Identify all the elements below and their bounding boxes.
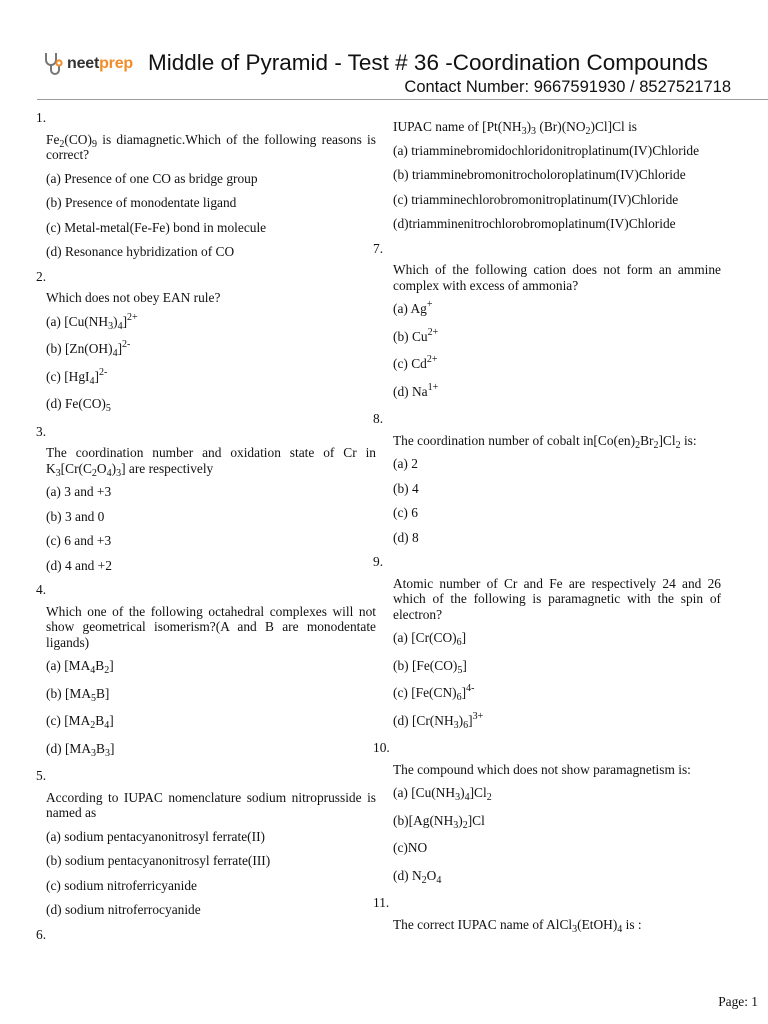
question-10 — [373, 740, 721, 886]
question-3 — [36, 424, 376, 574]
contact-number: Contact Number: 9667591930 / 8527521718 — [404, 78, 731, 96]
question-number: 8. — [373, 411, 384, 426]
question-text: IUPAC name of [$Pt(NH_3)_3$ $(Br)(NO_2)Cl]Cl$ is — [393, 119, 638, 137]
option-b[interactable]: (b) 3 and 0 — [46, 508, 105, 524]
option-a[interactable]: (a) $[MA_4B_2]$ — [46, 658, 114, 676]
option-d[interactable]: (d) Resonance hybridization of CO — [46, 244, 235, 259]
question-text: Atomic number of Cr and Fe are respectively 24 and 26 which of the following is paramagnetic with the spin of electron? — [393, 575, 721, 622]
option-c[interactable]: (c) 6 — [393, 505, 418, 520]
option-d[interactable]: (d) $[Cr(NH_3)_6]^{3+}$ — [393, 710, 484, 731]
logo-neet-text: neet — [67, 55, 100, 72]
question-11 — [373, 895, 721, 935]
option-b[interactable]: (b) triamminebromonitrocholoroplatinum(IV)Chloride — [393, 167, 686, 182]
option-b[interactable]: (b) $[Fe(CO)_5]$ — [393, 657, 467, 676]
option-c[interactable]: (c) $[MA_2B_4]$ — [46, 713, 114, 731]
option-d[interactable]: (d) $Fe(CO)_5$ — [46, 396, 111, 414]
question-text: The coordination number of cobalt $in[Co(en)_2Br_2]Cl_2$ is: — [393, 432, 697, 451]
option-d[interactable]: (d)triamminenitrochlorobromoplatinum(IV)Chloride — [393, 216, 676, 231]
option-d[interactable]: (d) sodium nitroferrocyanide — [46, 902, 201, 917]
option-a[interactable]: (a) sodium pentacyanonitrosyl ferrate(II) — [46, 828, 265, 844]
question-6 — [383, 119, 721, 232]
option-a[interactable]: (a) triamminebromidochloridonitroplatinum(IV)Chloride — [393, 142, 700, 158]
option-c[interactable]: (c) 6 and +3 — [46, 533, 112, 548]
page-number: Page: 1 — [718, 994, 758, 1009]
question-5 — [36, 768, 376, 918]
question-number: 7. — [373, 240, 384, 256]
question-9 — [373, 554, 721, 731]
option-d[interactable]: (d) $Na^{1+}$ — [393, 381, 439, 399]
question-2 — [36, 269, 376, 412]
option-b[interactable]: (b) Presence of monodentate ligand — [46, 195, 237, 210]
question-text: $Fe_2(CO)_9$ is diamagnetic.Which of the following reasons is correct? — [46, 131, 376, 162]
question-text: The coordination number and oxidation state of Cr in $K_3[Cr(C_2O_4)_3]$ are respectively — [46, 445, 376, 479]
neetprep-logo — [42, 51, 133, 77]
option-a[interactable]: (a) $[Cu(NH_3)_4]Cl_2$ — [393, 785, 492, 803]
option-d[interactable]: (d) $[MA_3B_3]$ — [46, 740, 115, 759]
option-a[interactable]: (a) 3 and +3 — [46, 484, 112, 499]
option-a[interactable]: (a) Ag+ — [393, 299, 433, 316]
option-d[interactable]: (d) $N_2O_4$ — [393, 867, 442, 886]
option-b[interactable]: (b) $[Zn(OH)_4]^{2-}$ — [46, 339, 131, 359]
option-a[interactable]: (a) Presence of one CO as bridge group — [46, 170, 258, 186]
option-b[interactable]: (b) $Cu^{2+}$ — [393, 326, 439, 344]
question-number: 4. — [36, 582, 47, 597]
option-c[interactable]: (c) $[Fe(CN)_6]^{4-}$ — [393, 683, 475, 703]
header-divider — [37, 99, 768, 100]
question-8 — [373, 411, 721, 545]
left-column — [36, 106, 376, 948]
page-title: Middle of Pyramid - Test # 36 -Coordination Compounds — [148, 50, 708, 75]
question-text: The correct IUPAC name of $AlCl_3(EtOH)_4$ is : — [393, 916, 642, 935]
option-b[interactable]: (b) 4 — [393, 480, 419, 496]
question-text: Which does not obey EAN rule? — [46, 290, 221, 305]
option-c[interactable]: (c) Metal-metal(Fe-Fe) bond in molecule — [46, 219, 267, 235]
question-number: 11. — [373, 895, 390, 910]
question-text: According to IUPAC nomenclature sodium nitroprusside is named as — [46, 789, 376, 820]
option-c[interactable]: (c)NO — [393, 840, 428, 855]
option-a[interactable]: (a) 2 — [393, 456, 418, 471]
question-text: The compound which does not show paramagnetism is: — [393, 761, 691, 777]
page-header — [0, 0, 768, 100]
option-c[interactable]: (c) $Cd^{2+}$ — [393, 354, 438, 371]
option-c[interactable]: (c) $[HgI_4]^{2-}$ — [46, 366, 108, 387]
option-c[interactable]: (c) triamminechlorobromonitroplatinum(IV)Chloride — [393, 191, 679, 207]
logo-prep-text: prep — [99, 55, 133, 72]
question-text: Which one of the following octahedral complexes will not show geometrical isomerism?(A and B are monodentate ligands) — [46, 603, 376, 650]
option-a[interactable]: (a) $[Cu(NH_3)_4]^{2+}$ — [46, 311, 138, 332]
stethoscope-icon — [42, 51, 64, 77]
option-c[interactable]: (c) sodium nitroferricyanide — [46, 877, 197, 893]
question-4 — [36, 582, 376, 759]
question-7 — [373, 240, 721, 400]
option-d[interactable]: (d) 4 and +2 — [46, 557, 112, 573]
option-a[interactable]: (a) $[Cr(CO)_6]$ — [393, 630, 467, 648]
question-number: 10. — [373, 740, 390, 755]
question-6-number — [36, 927, 376, 943]
question-1 — [36, 110, 376, 260]
question-number: 3. — [36, 423, 47, 439]
question-number: 2. — [36, 268, 47, 284]
question-number: 6. — [36, 926, 47, 942]
question-text: Which of the following cation does not form an ammine complex with excess of ammonia? — [393, 262, 721, 293]
right-column — [373, 106, 721, 940]
question-number: 9. — [373, 554, 384, 569]
option-b[interactable]: $(b)[Ag(NH_3)_2]Cl$ — [393, 812, 485, 831]
option-b[interactable]: (b) sodium pentacyanonitrosyl ferrate(III) — [46, 853, 271, 868]
question-number: 1. — [36, 110, 47, 125]
option-d[interactable]: (d) 8 — [393, 529, 419, 545]
question-number: 5. — [36, 768, 47, 783]
option-b[interactable]: (b) $[MA_5B]$ — [46, 685, 110, 704]
